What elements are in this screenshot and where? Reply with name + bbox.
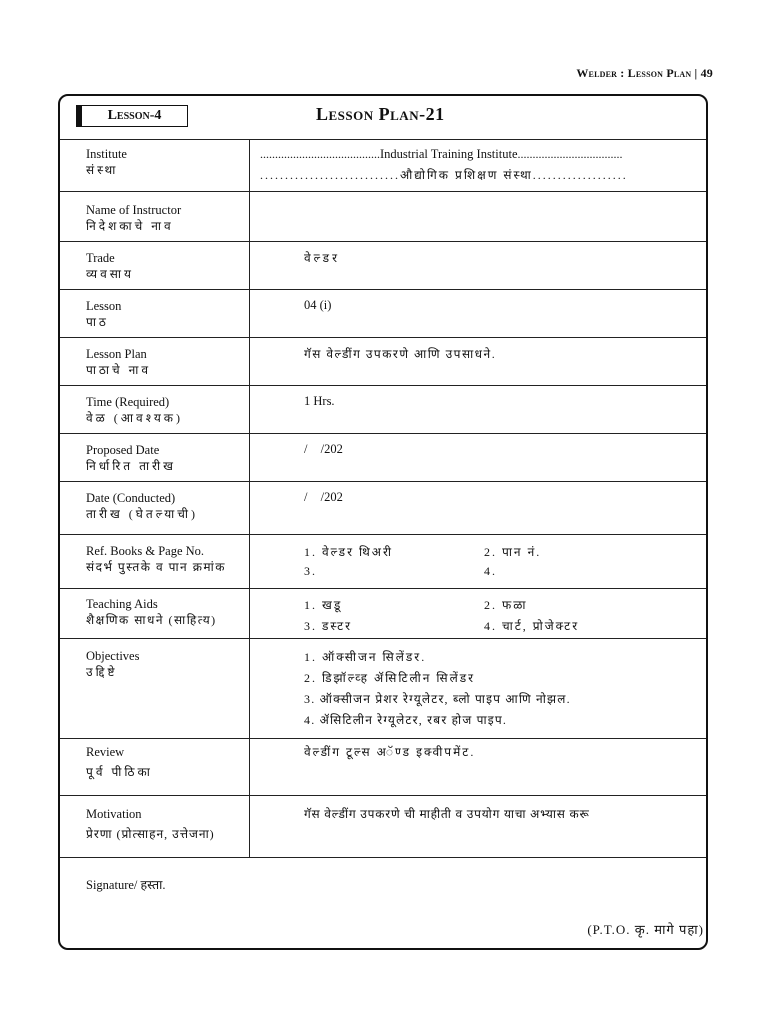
row-motivation	[60, 795, 706, 858]
teaching-aids-label-mr: शैक्षणिक साधने (साहित्य)	[86, 613, 217, 627]
row-instructor	[60, 191, 706, 242]
objectives-label-mr: उद्दिष्टे	[86, 665, 118, 679]
objectives-label-en: Objectives	[86, 649, 140, 663]
institute-dots-prefix: ........................................	[260, 147, 380, 161]
time-label-mr: वेळ (आवश्यक)	[86, 411, 183, 425]
objective-item-1: 1. ऑक्सीजन सिलेंडर.	[304, 650, 427, 664]
instructor-label-en: Name of Instructor	[86, 203, 182, 217]
date-conducted-value: / /202	[304, 490, 343, 504]
row-lesson-plan	[60, 337, 706, 386]
lesson-label-en: Lesson	[86, 299, 122, 313]
row-proposed-date	[60, 433, 706, 482]
lesson-value: 04 (i)	[304, 298, 332, 312]
trade-label-mr: व्यवसाय	[86, 267, 134, 281]
running-header: Welder : Lesson Plan | 49	[576, 66, 713, 80]
motivation-value: गॅस वेल्डींग उपकरणे ची माहीती व उपयोग याचा अभ्यास करू	[304, 807, 590, 821]
ref-books-label-en: Ref. Books & Page No.	[86, 544, 205, 558]
time-label-en: Time (Required)	[86, 395, 170, 409]
instructor-label-mr: निदेशकाचे नाव	[86, 219, 174, 233]
teaching-aids-label-en: Teaching Aids	[86, 597, 158, 611]
row-lesson	[60, 289, 706, 338]
row-review	[60, 738, 706, 796]
trade-label-en: Trade	[86, 251, 115, 265]
row-date-conducted	[60, 481, 706, 535]
row-objectives	[60, 638, 706, 739]
objective-item-3: 3. ऑक्सीजन प्रेशर रेग्यूलेटर, ब्लो पाइप आणि नोझल.	[304, 692, 571, 706]
row-trade	[60, 241, 706, 290]
time-value: 1 Hrs.	[304, 394, 335, 408]
proposed-date-value: / /202	[304, 442, 343, 456]
objective-item-2: 2. डिझॉल्व्ह ॲसिटिलीन सिलेंडर	[304, 671, 476, 685]
lesson-plan-title: Lesson Plan-21	[316, 104, 445, 124]
institute-label-mr: संस्था	[86, 163, 119, 177]
date-conducted-label-mr: तारीख (घेतल्याची)	[86, 507, 198, 521]
instructor-value	[250, 192, 706, 242]
trade-value: वेल्डर	[304, 251, 341, 265]
signature-label: Signature/ हस्ता.	[86, 878, 166, 892]
lesson-plan-label-mr: पाठाचे नाव	[86, 363, 152, 377]
teaching-aid-item-1: 1. खडू	[304, 598, 343, 612]
ref-book-item-3: 3.	[304, 564, 317, 578]
review-label-en: Review	[86, 745, 125, 759]
lesson-label-mr: पाठ	[86, 315, 109, 329]
pto-note: (P.T.O. कृ. मागे पहा)	[587, 922, 704, 937]
institute-dots-suffix: ...................................	[517, 147, 623, 161]
institute-dots-mr-prefix: ............................	[260, 168, 400, 182]
institute-value-mr: औद्योगिक प्रशिक्षण संस्था	[400, 168, 533, 182]
ref-books-label-mr: संदर्भ पुस्तके व पान क्रमांक	[86, 560, 226, 574]
ref-book-item-4: 4.	[484, 564, 497, 578]
institute-value-en: Industrial Training Institute	[380, 147, 518, 161]
lesson-plan-value: गॅस वेल्डींग उपकरणे आणि उपसाधने.	[304, 347, 497, 361]
review-label-mr: पूर्व पीठिका	[86, 765, 153, 779]
teaching-aid-item-2: 2. फळा	[484, 598, 528, 612]
teaching-aid-item-3: 3. डस्टर	[304, 619, 353, 633]
lesson-number: Lesson-4	[76, 105, 188, 127]
ref-book-item-2: 2. पान नं.	[484, 545, 542, 559]
objective-item-4: 4. ॲसिटिलीन रेग्यूलेटर, रबर होज पाइप.	[304, 713, 508, 727]
ref-book-item-1: 1. वेल्डर थिअरी	[304, 545, 393, 559]
institute-dots-mr-suffix: ...................	[532, 168, 628, 182]
row-institute	[60, 139, 706, 192]
motivation-label-mr: प्रेरणा (प्रोत्साहन, उत्तेजना)	[86, 827, 215, 841]
lesson-plan-label-en: Lesson Plan	[86, 347, 147, 361]
date-conducted-label-en: Date (Conducted)	[86, 491, 176, 505]
motivation-label-en: Motivation	[86, 807, 142, 821]
row-teaching-aids	[60, 588, 706, 639]
row-divider-bottom	[60, 857, 706, 858]
proposed-date-label-en: Proposed Date	[86, 443, 160, 457]
row-ref-books	[60, 534, 706, 589]
row-time	[60, 385, 706, 434]
teaching-aid-item-4: 4. चार्ट, प्रोजेक्टर	[484, 619, 580, 633]
review-value: वेल्डींग टूल्स अॅण्ड इक्वीपमेंट.	[304, 745, 476, 759]
proposed-date-label-mr: निर्धारित तारीख	[86, 459, 176, 473]
institute-label-en: Institute	[86, 147, 127, 161]
